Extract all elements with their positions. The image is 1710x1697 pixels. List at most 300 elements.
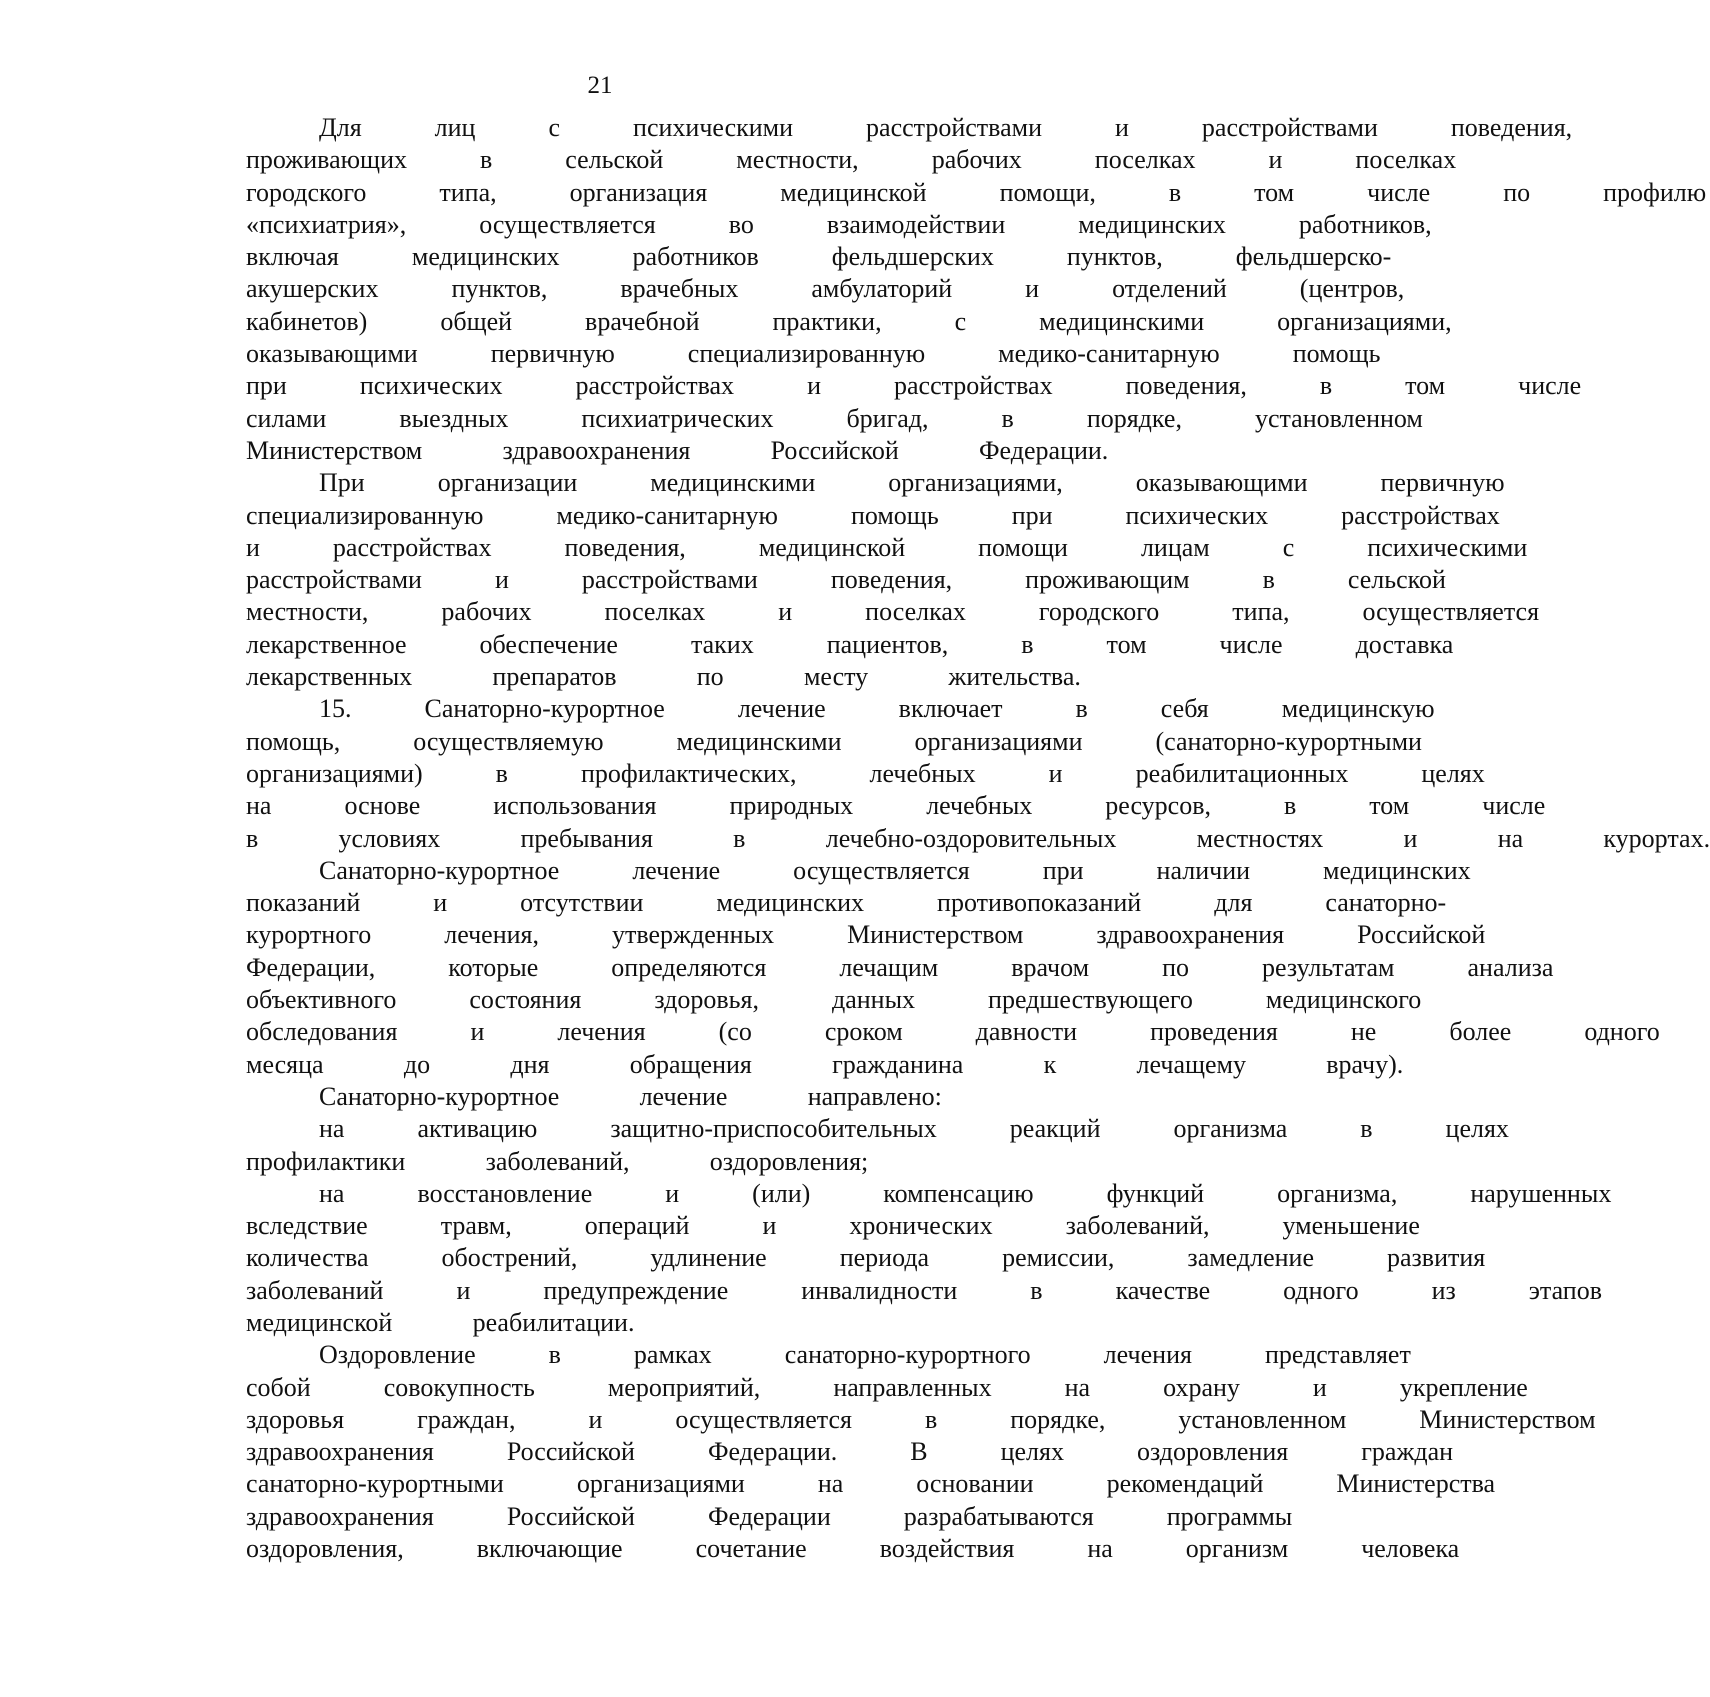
word: психическими bbox=[633, 113, 794, 142]
word: выездных bbox=[399, 403, 509, 433]
word: поселках bbox=[865, 597, 966, 627]
word: развития bbox=[1387, 1243, 1486, 1273]
text-line bbox=[173, 1404, 1596, 1436]
word: отделений bbox=[1112, 274, 1227, 304]
word: охрану bbox=[1163, 1372, 1240, 1402]
word: осуществляется bbox=[479, 209, 656, 239]
word: результатам bbox=[1261, 952, 1395, 982]
word: поселках bbox=[1355, 145, 1457, 175]
word: мероприятий, bbox=[607, 1372, 761, 1402]
word: пунктов, bbox=[451, 274, 548, 304]
word: в bbox=[1168, 177, 1182, 207]
word: Российской bbox=[506, 1501, 635, 1531]
text-line bbox=[173, 177, 1707, 209]
word: помощи bbox=[978, 532, 1068, 562]
word: этапов bbox=[1528, 1275, 1602, 1305]
word: одного bbox=[1283, 1275, 1359, 1305]
word: поселках bbox=[1094, 145, 1196, 175]
word: организациями, bbox=[1277, 306, 1452, 336]
text-line bbox=[173, 500, 1500, 532]
word: врачебной bbox=[585, 306, 700, 336]
word: числе bbox=[1367, 177, 1431, 207]
word: в bbox=[246, 823, 259, 853]
word: работников bbox=[632, 242, 759, 272]
word: расстройствами bbox=[866, 113, 1042, 142]
word: месяца bbox=[246, 1049, 324, 1079]
word: с bbox=[1282, 532, 1295, 562]
word: расстройствах bbox=[1341, 500, 1500, 530]
text-line bbox=[173, 1436, 1454, 1468]
word: осуществляется bbox=[675, 1404, 852, 1434]
word: вследствие bbox=[246, 1211, 368, 1241]
word: расстройствах bbox=[332, 532, 492, 562]
word: расстройствами bbox=[581, 565, 758, 595]
word: медицинской bbox=[780, 177, 927, 207]
word: на bbox=[319, 1178, 345, 1208]
word: Санаторно-курортное bbox=[424, 694, 665, 724]
word: лечение bbox=[639, 1081, 728, 1111]
word: здравоохранения bbox=[502, 435, 691, 465]
word: ремиссии, bbox=[1002, 1243, 1115, 1273]
word: профилактики bbox=[246, 1146, 406, 1176]
word: Федерации, bbox=[246, 952, 376, 982]
word: поведения, bbox=[830, 565, 953, 595]
word: силами bbox=[246, 403, 327, 433]
word: расстройствах bbox=[575, 371, 735, 401]
word: основе bbox=[344, 791, 421, 821]
word: включает bbox=[898, 694, 1003, 724]
word: качестве bbox=[1115, 1275, 1211, 1305]
word: в bbox=[479, 145, 493, 175]
word: психическими bbox=[1367, 532, 1528, 562]
word: целях bbox=[1000, 1437, 1064, 1467]
word: городского bbox=[246, 177, 367, 207]
word: амбулаторий bbox=[811, 274, 953, 304]
word: здравоохранения bbox=[1096, 920, 1285, 950]
word: в bbox=[1075, 694, 1088, 724]
word: проведения bbox=[1150, 1017, 1278, 1047]
word: рабочих bbox=[441, 597, 532, 627]
word: работников, bbox=[1298, 209, 1432, 239]
word: реабилитационных bbox=[1135, 758, 1349, 788]
word: оказывающими bbox=[246, 339, 418, 369]
word: первичную bbox=[490, 339, 615, 369]
word: осуществляется bbox=[1362, 597, 1540, 627]
word: на bbox=[1064, 1372, 1091, 1402]
word: первичную bbox=[1380, 468, 1505, 498]
word: специализированную bbox=[687, 339, 926, 369]
word: граждан, bbox=[417, 1404, 516, 1434]
word: организм bbox=[1185, 1534, 1289, 1564]
word: (санаторно-курортными bbox=[1155, 726, 1422, 756]
word: отсутствии bbox=[520, 888, 644, 918]
word: целях bbox=[1445, 1114, 1509, 1144]
text-line bbox=[173, 1081, 1123, 1113]
word: профилактических, bbox=[580, 758, 797, 788]
word: защитно-приспособительных bbox=[610, 1114, 937, 1144]
word: показаний bbox=[246, 888, 361, 918]
word: уменьшение bbox=[1282, 1211, 1420, 1241]
word: в bbox=[495, 758, 508, 788]
word: специализированную bbox=[246, 500, 484, 530]
word: в bbox=[548, 1340, 561, 1370]
word: врачом bbox=[1011, 952, 1090, 982]
word: том bbox=[1405, 371, 1446, 401]
word: воздействия bbox=[879, 1534, 1015, 1564]
text-line bbox=[173, 1178, 1612, 1210]
word: (центров, bbox=[1299, 274, 1405, 304]
word: лицам bbox=[1140, 532, 1210, 562]
word: количества bbox=[246, 1243, 369, 1273]
word: медицинских bbox=[411, 242, 560, 272]
word: медицинскими bbox=[676, 726, 842, 756]
word: на bbox=[1497, 823, 1524, 853]
text-line bbox=[173, 855, 1471, 887]
word: лекарственное bbox=[246, 629, 407, 659]
word: числе bbox=[1518, 371, 1582, 401]
word: месту bbox=[803, 662, 869, 692]
word: проживающих bbox=[246, 145, 407, 175]
word: расстройствами bbox=[246, 565, 422, 595]
word: граждан bbox=[1361, 1437, 1454, 1467]
text-line bbox=[173, 629, 1454, 661]
word: обращения bbox=[629, 1049, 752, 1079]
word: Министерством bbox=[1419, 1404, 1596, 1434]
word: представляет bbox=[1264, 1340, 1411, 1370]
word: таких bbox=[690, 629, 754, 659]
word: доставка bbox=[1355, 629, 1454, 659]
word: В bbox=[910, 1437, 928, 1467]
word: которые bbox=[448, 952, 539, 982]
word: ресурсов, bbox=[1105, 791, 1211, 821]
word: фельдшерских bbox=[831, 242, 994, 272]
text-line bbox=[173, 1275, 1602, 1307]
word: и bbox=[665, 1178, 680, 1208]
word: том bbox=[1254, 177, 1295, 207]
word: разрабатываются bbox=[903, 1501, 1094, 1531]
word: определяются bbox=[611, 952, 767, 982]
word: основании bbox=[916, 1469, 1034, 1499]
word: психических bbox=[359, 371, 503, 401]
word: числе bbox=[1219, 629, 1283, 659]
word: поселках bbox=[604, 597, 706, 627]
word: пребывания bbox=[520, 823, 653, 853]
word: лечебных bbox=[926, 791, 1033, 821]
word: в bbox=[733, 823, 746, 853]
word: обострений, bbox=[441, 1243, 578, 1273]
text-line bbox=[173, 1210, 1420, 1242]
word: медицинской bbox=[246, 1307, 393, 1337]
word: при bbox=[1011, 500, 1053, 530]
word: с bbox=[954, 306, 967, 336]
word: установленном bbox=[1254, 403, 1423, 433]
text-line bbox=[173, 823, 1710, 855]
word: организациями bbox=[576, 1469, 745, 1499]
word: общей bbox=[440, 306, 513, 336]
word: медико-санитарную bbox=[556, 500, 778, 530]
word: осуществляемую bbox=[413, 726, 604, 756]
word: данных bbox=[831, 985, 916, 1015]
word: медицинского bbox=[1265, 985, 1422, 1015]
word: удлинение bbox=[650, 1243, 767, 1273]
word: здравоохранения bbox=[246, 1437, 434, 1467]
word: Российской bbox=[506, 1437, 635, 1467]
text-line bbox=[173, 564, 1446, 596]
text-line bbox=[173, 403, 1423, 435]
text-line bbox=[173, 1533, 1460, 1565]
word: помощь bbox=[850, 500, 939, 530]
word: кабинетов) bbox=[246, 306, 368, 336]
word: в bbox=[1001, 403, 1014, 433]
word: на bbox=[817, 1469, 844, 1499]
text-line bbox=[173, 306, 1452, 338]
word: здоровья bbox=[246, 1404, 345, 1434]
word: Оздоровление bbox=[319, 1340, 476, 1370]
word: Федерации. bbox=[707, 1437, 838, 1467]
word: фельдшерско- bbox=[1235, 242, 1392, 272]
word: при bbox=[1042, 855, 1084, 885]
paragraph bbox=[173, 1339, 1596, 1565]
word: Министерством bbox=[246, 435, 423, 465]
text-line bbox=[173, 1339, 1411, 1371]
text-line bbox=[173, 1307, 1123, 1339]
word: расстройствами bbox=[1201, 113, 1378, 142]
word: анализа bbox=[1467, 952, 1554, 982]
word: одного bbox=[1584, 1017, 1660, 1047]
paragraph bbox=[173, 467, 1540, 693]
word: по bbox=[696, 662, 724, 692]
word: по bbox=[1503, 177, 1531, 207]
word: в bbox=[1360, 1114, 1373, 1144]
word: организации bbox=[437, 468, 578, 498]
word: инвалидности bbox=[801, 1275, 958, 1305]
word: профилю bbox=[1603, 177, 1707, 207]
word: обеспечение bbox=[479, 629, 618, 659]
word: включающие bbox=[476, 1534, 623, 1564]
word: порядке, bbox=[1010, 1404, 1106, 1434]
word: укрепление bbox=[1399, 1372, 1528, 1402]
word: организма, bbox=[1277, 1178, 1398, 1208]
word: сельской bbox=[1347, 565, 1446, 595]
word: лечения, bbox=[444, 920, 539, 950]
word: организациями bbox=[914, 726, 1083, 756]
word: и bbox=[807, 371, 821, 401]
word: и bbox=[1048, 758, 1063, 788]
word: медицинскую bbox=[1281, 694, 1435, 724]
word: организациями, bbox=[888, 468, 1063, 498]
word: курортах. bbox=[1603, 823, 1710, 853]
word: психиатрических bbox=[581, 403, 774, 433]
word: из bbox=[1431, 1275, 1456, 1305]
word: и bbox=[470, 1017, 485, 1047]
text-line bbox=[173, 1468, 1496, 1500]
word: Санаторно-курортное bbox=[319, 1081, 560, 1111]
word: травм, bbox=[440, 1211, 512, 1241]
word: организациями) bbox=[246, 758, 423, 788]
word: (со bbox=[718, 1017, 752, 1047]
word: санаторно-курортными bbox=[246, 1469, 504, 1499]
word: лечения bbox=[557, 1017, 646, 1047]
word: направлено: bbox=[807, 1081, 942, 1111]
word: Федерации bbox=[707, 1501, 831, 1531]
word: в bbox=[1284, 791, 1297, 821]
word: в bbox=[924, 1404, 938, 1434]
word: собой bbox=[246, 1372, 311, 1402]
word: реакций bbox=[1009, 1114, 1101, 1144]
word: пациентов, bbox=[826, 629, 949, 659]
text-line bbox=[173, 209, 1432, 241]
word: осуществляется bbox=[793, 855, 970, 885]
word: при bbox=[246, 371, 287, 401]
word: лечебных bbox=[869, 758, 976, 788]
word: на bbox=[1087, 1534, 1113, 1564]
text-line bbox=[173, 758, 1485, 790]
word: гражданина bbox=[832, 1049, 964, 1079]
text-line bbox=[173, 919, 1486, 951]
word: на bbox=[319, 1114, 345, 1144]
word: и bbox=[1403, 823, 1418, 853]
word: помощь, bbox=[246, 726, 341, 756]
text-line bbox=[173, 790, 1546, 822]
word: медицинскими bbox=[1039, 306, 1205, 336]
word: человека bbox=[1361, 1534, 1460, 1564]
text-line bbox=[173, 1113, 1509, 1145]
word: оказывающими bbox=[1135, 468, 1308, 498]
word: нарушенных bbox=[1470, 1178, 1612, 1208]
paragraph bbox=[173, 1113, 1509, 1178]
word: себя bbox=[1160, 694, 1209, 724]
text-line bbox=[173, 596, 1540, 628]
word: периода bbox=[839, 1243, 930, 1273]
text-line bbox=[173, 1146, 1123, 1178]
word: лекарственных bbox=[246, 662, 413, 692]
word: к bbox=[1043, 1049, 1057, 1079]
word: и bbox=[494, 565, 509, 595]
word: и bbox=[762, 1211, 777, 1241]
text-line bbox=[173, 1242, 1486, 1274]
word: заболеваний, bbox=[1065, 1211, 1210, 1241]
word: реабилитации. bbox=[472, 1307, 635, 1337]
text-line bbox=[173, 1501, 1293, 1533]
word: и bbox=[588, 1404, 603, 1434]
text-line bbox=[173, 144, 1457, 176]
word: в bbox=[1030, 1275, 1043, 1305]
word: местности, bbox=[246, 597, 369, 627]
word: жительства. bbox=[948, 662, 1081, 692]
word: оздоровления, bbox=[246, 1534, 404, 1564]
word: поведения, bbox=[564, 532, 686, 562]
word: заболеваний bbox=[246, 1275, 384, 1305]
word: 15. bbox=[319, 694, 352, 724]
word: и bbox=[246, 532, 260, 562]
word: оздоровления; bbox=[709, 1146, 869, 1176]
word: предупреждение bbox=[543, 1275, 729, 1305]
word: Федерации. bbox=[979, 435, 1109, 465]
word: санаторно- bbox=[1325, 888, 1447, 918]
word: лечения bbox=[1103, 1340, 1192, 1370]
page-number: 21 bbox=[587, 72, 613, 99]
word: местностях bbox=[1196, 823, 1324, 853]
word: поведения, bbox=[1450, 113, 1573, 142]
word: типа, bbox=[439, 177, 497, 207]
word: в bbox=[1319, 371, 1333, 401]
paragraph bbox=[173, 693, 1710, 854]
word: и bbox=[1268, 145, 1283, 175]
word: в bbox=[1021, 629, 1034, 659]
word: лечащему bbox=[1136, 1049, 1247, 1079]
word: предшествующего bbox=[988, 985, 1193, 1015]
word: При bbox=[319, 468, 365, 498]
word: врачебных bbox=[620, 274, 739, 304]
word: практики, bbox=[772, 306, 882, 336]
word: медицинских bbox=[1323, 855, 1471, 885]
document-body bbox=[173, 112, 1710, 1565]
text-line bbox=[173, 726, 1422, 758]
word: (или) bbox=[752, 1178, 811, 1208]
text-line bbox=[173, 467, 1505, 499]
word: помощь bbox=[1292, 339, 1381, 369]
word: здравоохранения bbox=[246, 1501, 434, 1531]
word: Санаторно-курортное bbox=[319, 855, 560, 885]
word: проживающим bbox=[1025, 565, 1190, 595]
word: рекомендаций bbox=[1106, 1469, 1264, 1499]
word: функций bbox=[1106, 1178, 1205, 1208]
text-line bbox=[173, 1372, 1528, 1404]
word: условиях bbox=[338, 823, 441, 853]
word: психических bbox=[1125, 500, 1269, 530]
text-line bbox=[173, 887, 1447, 919]
word: том bbox=[1106, 629, 1147, 659]
word: в bbox=[1262, 565, 1275, 595]
word: числе bbox=[1482, 791, 1546, 821]
word: том bbox=[1369, 791, 1410, 821]
paragraph bbox=[173, 1178, 1612, 1339]
word: наличии bbox=[1156, 855, 1251, 885]
word: и bbox=[1115, 113, 1129, 142]
text-line bbox=[173, 984, 1422, 1016]
word: акушерских bbox=[246, 274, 379, 304]
word: поведения, bbox=[1125, 371, 1247, 401]
word: обследования bbox=[246, 1017, 398, 1047]
word: лечащим bbox=[839, 952, 939, 982]
word: медико-санитарную bbox=[998, 339, 1220, 369]
word: помощи, bbox=[999, 177, 1096, 207]
word: лечебно-оздоровительных bbox=[825, 823, 1117, 853]
paragraph bbox=[173, 1081, 1123, 1113]
word: использования bbox=[493, 791, 657, 821]
word: замедление bbox=[1187, 1243, 1314, 1273]
word: медицинских bbox=[716, 888, 865, 918]
word: лечение bbox=[737, 694, 826, 724]
word: хронических bbox=[849, 1211, 993, 1241]
word: давности bbox=[975, 1017, 1078, 1047]
word: и bbox=[456, 1275, 471, 1305]
word: утвержденных bbox=[612, 920, 775, 950]
word: активацию bbox=[417, 1114, 538, 1144]
word: состояния bbox=[469, 985, 582, 1015]
text-line bbox=[173, 661, 1123, 693]
paragraph bbox=[173, 855, 1660, 1081]
word: для bbox=[1214, 888, 1253, 918]
text-line bbox=[173, 693, 1435, 725]
word: здоровья, bbox=[654, 985, 759, 1015]
word: до bbox=[403, 1049, 431, 1079]
text-line bbox=[173, 338, 1381, 370]
word: лиц bbox=[434, 113, 476, 142]
word: «психиатрия», bbox=[246, 209, 407, 239]
word: операций bbox=[584, 1211, 690, 1241]
word: Министерства bbox=[1336, 1469, 1496, 1499]
